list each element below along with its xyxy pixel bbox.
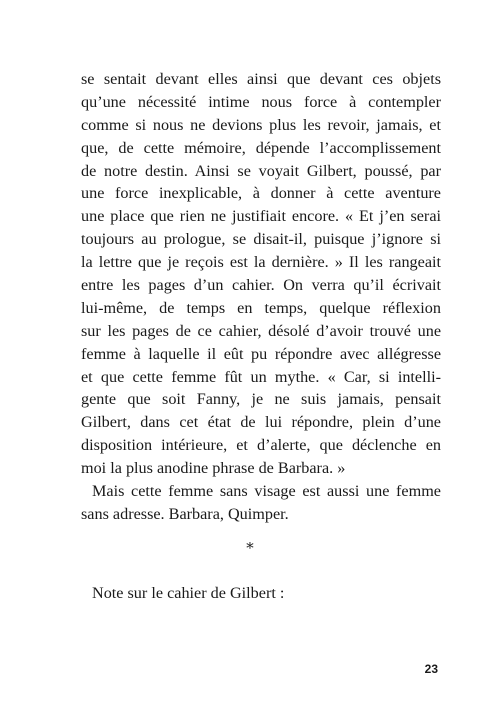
note-heading: Note sur le cahier de Gilbert : xyxy=(92,584,285,602)
text-line: qu’une nécessité intime nous force à contempler xyxy=(81,92,441,111)
text-line: et que cette femme fût un mythe. « Car, si intelli- xyxy=(81,367,441,386)
text-line: lui-même, de temps en temps, quelque réflexion xyxy=(81,298,441,317)
text-line: disposition intérieure, et d’alerte, que déclenche en xyxy=(81,436,441,455)
text-line: la lettre que je reçois est la dernière. » Il les rangeait xyxy=(81,253,441,272)
text-line: une place que rien ne justifiait encore. « Et j’en serai xyxy=(81,207,441,226)
text-line: toujours au prologue, se disait-il, puisque j’ignore si xyxy=(81,230,441,249)
text-line: de notre destin. Ainsi se voyait Gilbert, poussé, par xyxy=(81,161,441,180)
text-line: femme à laquelle il eût pu répondre avec allégresse xyxy=(81,344,441,363)
text-line: entre les pages d’un cahier. On verra qu’il écrivait xyxy=(81,276,441,295)
text-line: une force inexplicable, à donner à cette aventure xyxy=(81,184,441,203)
text-line: moi la plus anodine phrase de Barbara. » xyxy=(81,459,346,478)
paragraph-start-line: Mais cette femme sans visage est aussi une femme xyxy=(92,482,441,501)
body-text xyxy=(81,68,441,526)
text-line: que, de cette mémoire, dépende l’accomplissement xyxy=(81,138,441,157)
text-line: gente que soit Fanny, je ne suis jamais, pensait xyxy=(81,390,441,409)
text-line: Gilbert, dans cet état de lui répondre, plein d’une xyxy=(81,413,441,432)
text-line: sans adresse. Barbara, Quimper. xyxy=(81,504,289,523)
text-line: se sentait devant elles ainsi que devant ces objets xyxy=(81,70,441,88)
text-line: sur les pages de ce cahier, désolé d’avoir trouvé une xyxy=(81,321,441,340)
text-line: comme si nous ne devions plus les revoir, jamais, et xyxy=(81,115,441,134)
page-number: 23 xyxy=(424,662,438,676)
section-separator: ∗ xyxy=(244,538,256,554)
